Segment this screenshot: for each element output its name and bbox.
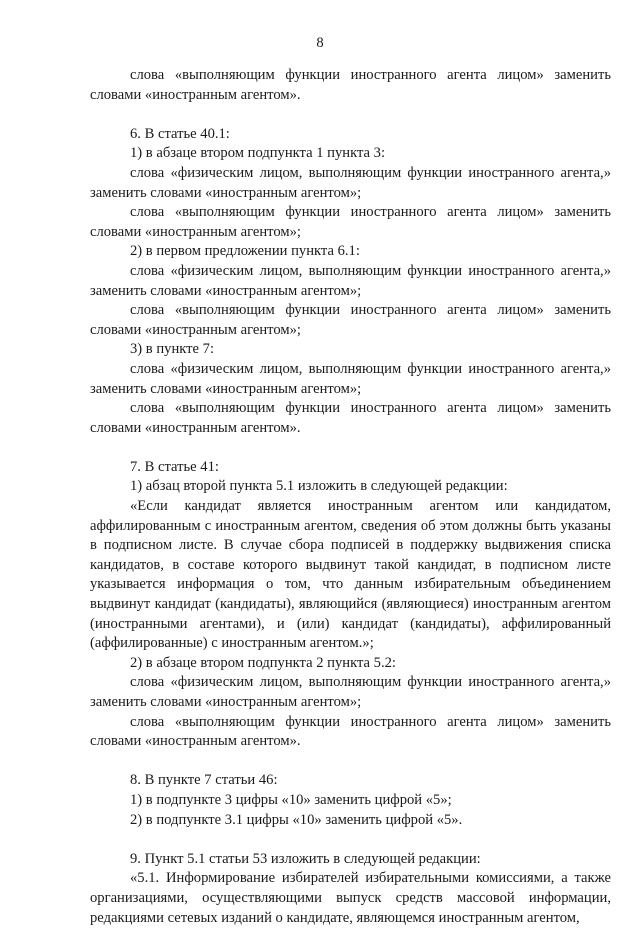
paragraph-gap	[90, 105, 611, 125]
paragraph: слова «выполняющим функции иностранного агента лицом» заменить словами «иностранным агентом».	[90, 67, 611, 103]
paragraph: «Если кандидат является иностранным агентом или кандидатом, аффилированным с иностранным агентом, сведения об этом должны быть указаны в подписном листе. В случае сбора подписей в поддержку выдвижения списка кандидатов, в составе которого выдвинут такой кандидат, в подписном листе указывается информация о том, что данным избирательным объединением выдвинут кандидат (кандидаты), являющийся (являющиеся) иностранным агентом (иностранными агентами), и (или) кандидат (кандидаты), аффилированный (аффилированные) с иностранным агентом.»;	[90, 498, 611, 652]
paragraph: слова «физическим лицом, выполняющим функции иностранного агента,» заменить словами «иностранным агентом»;	[90, 360, 611, 397]
paragraph: слова «выполняющим функции иностранного агента лицом» заменить словами «иностранным агентом»;	[90, 302, 611, 338]
paragraph: 2) в абзаце втором подпункта 2 пункта 5.2:	[130, 654, 396, 671]
paragraph: 2) в подпункте 3.1 цифры «10» заменить цифрой «5».	[130, 811, 463, 828]
paragraph: 1) в абзаце втором подпункта 1 пункта 3:	[130, 145, 386, 162]
paragraph: 1) абзац второй пункта 5.1 изложить в следующей редакции:	[130, 478, 508, 495]
paragraph: 9. Пункт 5.1 статьи 53 изложить в следующей редакции:	[130, 850, 481, 867]
document-body	[90, 66, 611, 928]
paragraph: 8. В пункте 7 статьи 46:	[130, 772, 278, 789]
page-number: 8	[316, 35, 324, 51]
paragraph: «5.1. Информирование избирателей избирательными комиссиями, а также организациями, осуществляющими выпуск средств массовой информации, редакциями сетевых изданий о кандидате, являющемся иностранным агентом,	[90, 870, 611, 926]
paragraph-gap	[90, 830, 611, 850]
paragraph: 2) в первом предложении пункта 6.1:	[130, 243, 360, 260]
paragraph: слова «выполняющим функции иностранного агента лицом» заменить словами «иностранным агентом»;	[90, 204, 611, 240]
paragraph: слова «выполняющим функции иностранного агента лицом» заменить словами «иностранным агентом».	[90, 400, 611, 436]
paragraph: 7. В статье 41:	[130, 458, 219, 475]
paragraph: слова «физическим лицом, выполняющим функции иностранного агента,» заменить словами «иностранным агентом»;	[90, 262, 611, 299]
paragraph: слова «выполняющим функции иностранного агента лицом» заменить словами «иностранным агентом».	[90, 713, 611, 750]
paragraph: слова «физическим лицом, выполняющим функции иностранного агента,» заменить словами «иностранным агентом»;	[90, 164, 611, 201]
paragraph: 3) в пункте 7:	[130, 341, 215, 358]
paragraph-gap	[90, 752, 611, 772]
paragraph: 1) в подпункте 3 цифры «10» заменить цифрой «5»;	[130, 791, 452, 808]
paragraph-gap	[90, 438, 611, 458]
paragraph: 6. В статье 40.1:	[130, 125, 230, 142]
paragraph: слова «физическим лицом, выполняющим функции иностранного агента,» заменить словами «иностранным агентом»;	[90, 674, 611, 710]
